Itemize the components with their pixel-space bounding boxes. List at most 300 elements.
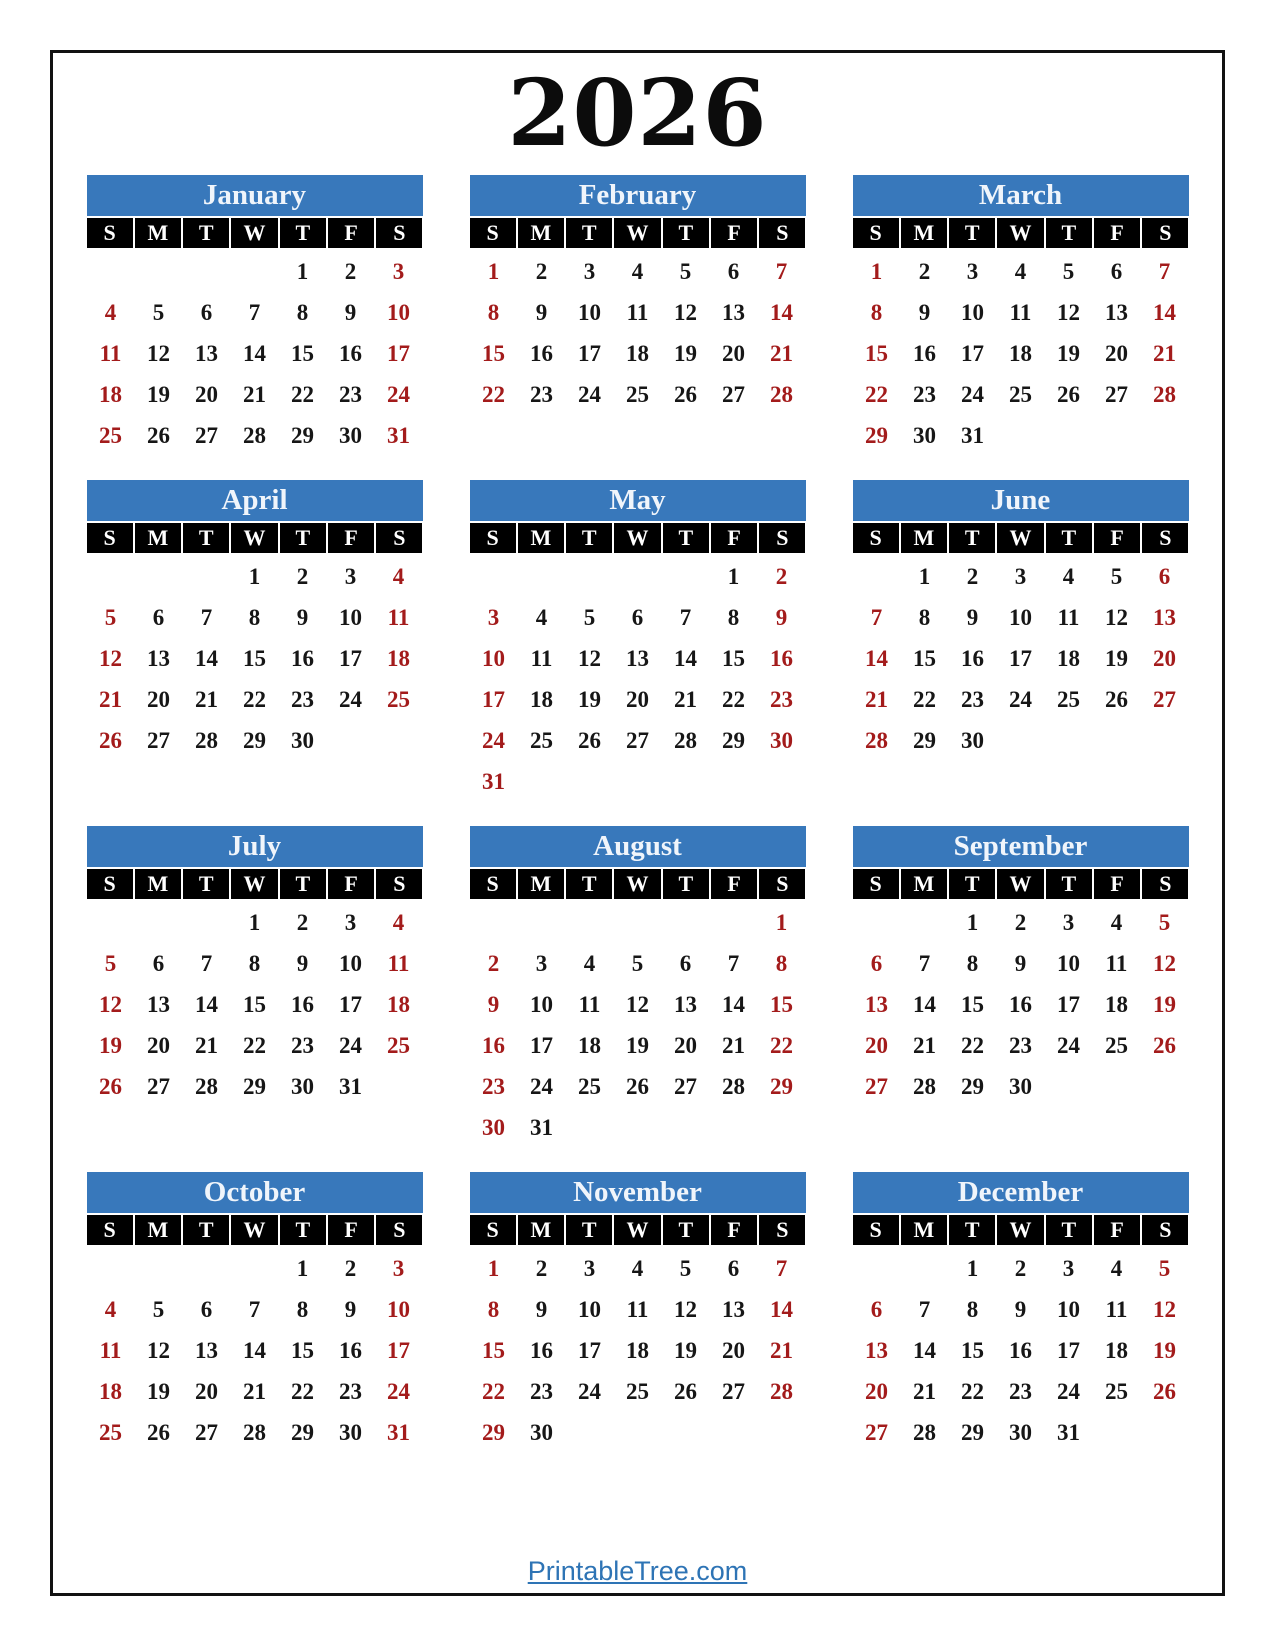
day-header-cell: T: [1046, 869, 1092, 899]
date-cell: 22: [913, 686, 936, 712]
week-row: [87, 374, 423, 415]
date-cell: 4: [583, 950, 596, 976]
week-row: [470, 902, 806, 943]
date-cell: 5: [104, 604, 117, 630]
date-cell: 13: [1105, 299, 1128, 325]
date-cell: 17: [482, 686, 505, 712]
day-header-cell: W: [231, 1215, 277, 1245]
empty-cell: [758, 1107, 806, 1148]
week-row: [87, 556, 423, 597]
date-cell: 17: [339, 645, 362, 671]
empty-cell: [1045, 720, 1093, 761]
date-cell: 10: [339, 604, 362, 630]
date-cell: 10: [387, 1296, 410, 1322]
day-header-cell: M: [135, 1215, 181, 1245]
date-cell: 21: [913, 1378, 936, 1404]
day-header-cell: W: [614, 523, 660, 553]
date-cell: 1: [870, 258, 883, 284]
date-cell: 2: [487, 950, 500, 976]
month-title: November: [470, 1172, 806, 1213]
empty-cell: [183, 1248, 231, 1289]
date-cell: 14: [770, 299, 793, 325]
month-title: September: [853, 826, 1189, 867]
date-cell: 12: [578, 645, 601, 671]
day-header-cell: T: [949, 869, 995, 899]
month-title: May: [470, 480, 806, 521]
date-cell: 13: [195, 340, 218, 366]
day-header-cell: F: [328, 1215, 374, 1245]
empty-cell: [997, 415, 1045, 456]
date-cell: 8: [775, 950, 788, 976]
weeks: [470, 902, 806, 1148]
date-cell: 22: [865, 381, 888, 407]
date-cell: 4: [392, 909, 405, 935]
date-cell: 7: [918, 950, 931, 976]
day-header-cell: T: [280, 869, 326, 899]
week-row: [853, 720, 1189, 761]
week-row: [470, 638, 806, 679]
day-header-cell: W: [997, 523, 1043, 553]
date-cell: 22: [722, 686, 745, 712]
date-cell: 2: [966, 563, 979, 589]
date-cell: 15: [770, 991, 793, 1017]
day-header-cell: T: [949, 523, 995, 553]
date-cell: 1: [248, 909, 261, 935]
day-header-cell: M: [518, 218, 564, 248]
date-cell: 16: [482, 1032, 505, 1058]
month-title: June: [853, 480, 1189, 521]
date-cell: 11: [99, 1337, 122, 1363]
day-header-cell: S: [759, 218, 805, 248]
day-header-cell: T: [183, 523, 229, 553]
weeks: [853, 1248, 1189, 1453]
date-cell: 19: [674, 340, 697, 366]
date-cell: 11: [1057, 604, 1080, 630]
date-cell: 4: [104, 299, 117, 325]
date-cell: 9: [775, 604, 788, 630]
month-august: [470, 826, 806, 1148]
weeks: [470, 556, 806, 802]
week-row: [853, 638, 1189, 679]
day-header-cell: T: [1046, 218, 1092, 248]
date-cell: 14: [770, 1296, 793, 1322]
date-cell: 14: [195, 991, 218, 1017]
date-cell: 5: [152, 299, 165, 325]
date-cell: 13: [865, 1337, 888, 1363]
week-row: [87, 597, 423, 638]
date-cell: 8: [966, 950, 979, 976]
date-cell: 12: [1105, 604, 1128, 630]
date-cell: 12: [674, 299, 697, 325]
date-cell: 31: [482, 768, 505, 794]
date-cell: 25: [99, 422, 122, 448]
date-cell: 5: [1158, 909, 1171, 935]
month-march: [853, 175, 1189, 456]
date-cell: 25: [578, 1073, 601, 1099]
date-cell: 23: [1009, 1032, 1032, 1058]
date-cell: 1: [248, 563, 261, 589]
date-cell: 4: [104, 1296, 117, 1322]
date-cell: 28: [243, 1419, 266, 1445]
date-cell: 10: [578, 299, 601, 325]
date-cell: 3: [392, 258, 405, 284]
day-header-cell: S: [87, 523, 133, 553]
date-cell: 20: [147, 686, 170, 712]
date-cell: 12: [674, 1296, 697, 1322]
date-cell: 7: [679, 604, 692, 630]
empty-cell: [135, 251, 183, 292]
week-row: [87, 1025, 423, 1066]
footer-link[interactable]: PrintableTree.com: [527, 1556, 748, 1586]
date-cell: 19: [626, 1032, 649, 1058]
month-november: [470, 1172, 806, 1453]
date-cell: 27: [1105, 381, 1128, 407]
day-header-cell: T: [663, 523, 709, 553]
day-header-cell: S: [1142, 1215, 1188, 1245]
date-cell: 14: [243, 340, 266, 366]
date-cell: 29: [482, 1419, 505, 1445]
empty-cell: [758, 761, 806, 802]
date-cell: 19: [578, 686, 601, 712]
date-cell: 23: [339, 381, 362, 407]
date-cell: 1: [487, 1255, 500, 1281]
empty-cell: [231, 1248, 279, 1289]
day-header-cell: T: [949, 218, 995, 248]
date-cell: 21: [99, 686, 122, 712]
date-cell: 7: [200, 604, 213, 630]
empty-cell: [614, 556, 662, 597]
date-cell: 15: [865, 340, 888, 366]
date-cell: 26: [674, 381, 697, 407]
day-header-row: [87, 218, 423, 248]
month-september: [853, 826, 1189, 1107]
week-row: [470, 1289, 806, 1330]
week-row: [470, 761, 806, 802]
date-cell: 6: [679, 950, 692, 976]
date-cell: 11: [1009, 299, 1032, 325]
date-cell: 26: [1105, 686, 1128, 712]
week-row: [470, 1107, 806, 1148]
day-header-cell: M: [901, 1215, 947, 1245]
week-row: [853, 984, 1189, 1025]
week-row: [87, 292, 423, 333]
date-cell: 27: [147, 727, 170, 753]
empty-cell: [183, 902, 231, 943]
day-header-cell: S: [759, 869, 805, 899]
day-header-cell: F: [328, 523, 374, 553]
date-cell: 18: [626, 340, 649, 366]
day-header-row: [470, 523, 806, 553]
date-cell: 22: [243, 1032, 266, 1058]
date-cell: 25: [387, 1032, 410, 1058]
date-cell: 10: [1057, 950, 1080, 976]
date-cell: 16: [770, 645, 793, 671]
week-row: [853, 1066, 1189, 1107]
date-cell: 26: [1153, 1378, 1176, 1404]
date-cell: 26: [1057, 381, 1080, 407]
date-cell: 3: [487, 604, 500, 630]
month-title: February: [470, 175, 806, 216]
date-cell: 12: [99, 991, 122, 1017]
date-cell: 15: [291, 340, 314, 366]
date-cell: 18: [578, 1032, 601, 1058]
day-header-cell: S: [470, 523, 516, 553]
date-cell: 13: [865, 991, 888, 1017]
empty-cell: [901, 902, 949, 943]
date-cell: 22: [961, 1032, 984, 1058]
week-row: [87, 251, 423, 292]
week-row: [853, 333, 1189, 374]
date-cell: 31: [339, 1073, 362, 1099]
day-header-cell: T: [183, 869, 229, 899]
month-june: [853, 480, 1189, 761]
day-header-cell: S: [376, 523, 422, 553]
date-cell: 15: [961, 991, 984, 1017]
date-cell: 16: [1009, 1337, 1032, 1363]
date-cell: 28: [195, 727, 218, 753]
month-february: [470, 175, 806, 415]
date-cell: 19: [99, 1032, 122, 1058]
date-cell: 7: [870, 604, 883, 630]
date-cell: 6: [152, 950, 165, 976]
date-cell: 24: [578, 381, 601, 407]
year-title: 2026: [507, 59, 768, 167]
date-cell: 27: [722, 1378, 745, 1404]
day-header-cell: S: [1142, 523, 1188, 553]
date-cell: 17: [387, 1337, 410, 1363]
date-cell: 1: [775, 909, 788, 935]
day-header-cell: F: [711, 1215, 757, 1245]
day-header-row: [853, 869, 1189, 899]
date-cell: 10: [530, 991, 553, 1017]
date-cell: 5: [104, 950, 117, 976]
date-cell: 23: [913, 381, 936, 407]
day-header-cell: S: [87, 218, 133, 248]
date-cell: 26: [99, 1073, 122, 1099]
date-cell: 7: [1158, 258, 1171, 284]
date-cell: 1: [918, 563, 931, 589]
week-row: [470, 1412, 806, 1453]
empty-cell: [375, 1066, 423, 1107]
date-cell: 18: [1009, 340, 1032, 366]
date-cell: 15: [243, 645, 266, 671]
week-row: [470, 720, 806, 761]
date-cell: 29: [913, 727, 936, 753]
empty-cell: [87, 251, 135, 292]
month-title: January: [87, 175, 423, 216]
empty-cell: [614, 902, 662, 943]
empty-cell: [518, 556, 566, 597]
empty-cell: [470, 556, 518, 597]
empty-cell: [853, 556, 901, 597]
month-title: October: [87, 1172, 423, 1213]
date-cell: 16: [961, 645, 984, 671]
date-cell: 21: [243, 381, 266, 407]
day-header-row: [853, 1215, 1189, 1245]
week-row: [87, 1412, 423, 1453]
date-cell: 3: [392, 1255, 405, 1281]
day-header-cell: S: [376, 1215, 422, 1245]
date-cell: 20: [722, 1337, 745, 1363]
date-cell: 3: [1014, 563, 1027, 589]
week-row: [87, 679, 423, 720]
empty-cell: [1141, 720, 1189, 761]
date-cell: 31: [1057, 1419, 1080, 1445]
date-cell: 30: [291, 727, 314, 753]
week-row: [470, 1371, 806, 1412]
date-cell: 6: [727, 258, 740, 284]
date-cell: 2: [1014, 909, 1027, 935]
date-cell: 10: [387, 299, 410, 325]
week-row: [470, 1025, 806, 1066]
empty-cell: [1045, 415, 1093, 456]
date-cell: 5: [152, 1296, 165, 1322]
week-row: [87, 415, 423, 456]
date-cell: 20: [865, 1378, 888, 1404]
date-cell: 15: [482, 1337, 505, 1363]
empty-cell: [1141, 1412, 1189, 1453]
date-cell: 3: [583, 258, 596, 284]
date-cell: 2: [535, 258, 548, 284]
date-cell: 29: [243, 1073, 266, 1099]
empty-cell: [518, 902, 566, 943]
date-cell: 9: [918, 299, 931, 325]
date-cell: 31: [961, 422, 984, 448]
date-cell: 4: [1062, 563, 1075, 589]
date-cell: 15: [722, 645, 745, 671]
day-header-cell: W: [614, 869, 660, 899]
empty-cell: [710, 761, 758, 802]
week-row: [853, 415, 1189, 456]
empty-cell: [614, 761, 662, 802]
week-row: [87, 1289, 423, 1330]
week-row: [470, 679, 806, 720]
empty-cell: [87, 556, 135, 597]
date-cell: 12: [1057, 299, 1080, 325]
day-header-cell: S: [87, 1215, 133, 1245]
date-cell: 11: [578, 991, 601, 1017]
date-cell: 25: [1057, 686, 1080, 712]
date-cell: 16: [1009, 991, 1032, 1017]
week-row: [853, 1025, 1189, 1066]
day-header-cell: S: [759, 1215, 805, 1245]
date-cell: 17: [1057, 1337, 1080, 1363]
empty-cell: [135, 556, 183, 597]
date-cell: 22: [243, 686, 266, 712]
date-cell: 7: [775, 1255, 788, 1281]
date-cell: 20: [195, 381, 218, 407]
date-cell: 2: [344, 258, 357, 284]
date-cell: 23: [770, 686, 793, 712]
month-title: April: [87, 480, 423, 521]
date-cell: 28: [674, 727, 697, 753]
day-header-row: [87, 1215, 423, 1245]
week-row: [853, 1330, 1189, 1371]
date-cell: 19: [147, 1378, 170, 1404]
month-may: [470, 480, 806, 802]
date-cell: 11: [530, 645, 553, 671]
empty-cell: [87, 1248, 135, 1289]
month-july: [87, 826, 423, 1107]
date-cell: 16: [913, 340, 936, 366]
day-header-cell: T: [1046, 523, 1092, 553]
date-cell: 10: [961, 299, 984, 325]
date-cell: 17: [578, 340, 601, 366]
week-row: [853, 943, 1189, 984]
date-cell: 27: [626, 727, 649, 753]
weeks: [87, 251, 423, 456]
date-cell: 31: [530, 1114, 553, 1140]
date-cell: 9: [535, 299, 548, 325]
date-cell: 26: [147, 1419, 170, 1445]
date-cell: 21: [674, 686, 697, 712]
empty-cell: [1093, 1066, 1141, 1107]
date-cell: 12: [147, 340, 170, 366]
empty-cell: [375, 720, 423, 761]
date-cell: 21: [770, 1337, 793, 1363]
date-cell: 27: [865, 1419, 888, 1445]
day-header-cell: S: [470, 218, 516, 248]
day-header-cell: S: [470, 1215, 516, 1245]
day-header-cell: M: [901, 523, 947, 553]
week-row: [87, 638, 423, 679]
date-cell: 24: [339, 1032, 362, 1058]
empty-cell: [901, 1248, 949, 1289]
date-cell: 25: [99, 1419, 122, 1445]
month-title: March: [853, 175, 1189, 216]
date-cell: 5: [1062, 258, 1075, 284]
date-cell: 22: [961, 1378, 984, 1404]
date-cell: 17: [387, 340, 410, 366]
date-cell: 11: [387, 950, 410, 976]
date-cell: 30: [961, 727, 984, 753]
empty-cell: [662, 1107, 710, 1148]
date-cell: 3: [1062, 1255, 1075, 1281]
month-title: December: [853, 1172, 1189, 1213]
week-row: [853, 679, 1189, 720]
day-header-cell: F: [1094, 523, 1140, 553]
date-cell: 20: [626, 686, 649, 712]
date-cell: 17: [578, 1337, 601, 1363]
week-row: [853, 1412, 1189, 1453]
date-cell: 4: [1110, 1255, 1123, 1281]
date-cell: 26: [578, 727, 601, 753]
date-cell: 16: [530, 1337, 553, 1363]
day-header-cell: T: [1046, 1215, 1092, 1245]
date-cell: 6: [870, 950, 883, 976]
date-cell: 24: [961, 381, 984, 407]
day-header-cell: T: [183, 1215, 229, 1245]
day-header-cell: W: [997, 218, 1043, 248]
date-cell: 25: [1105, 1378, 1128, 1404]
date-cell: 21: [722, 1032, 745, 1058]
week-row: [853, 374, 1189, 415]
weeks: [87, 902, 423, 1107]
date-cell: 1: [296, 258, 309, 284]
date-cell: 9: [1014, 1296, 1027, 1322]
page-frame: [50, 50, 1225, 1596]
empty-cell: [662, 761, 710, 802]
week-row: [470, 292, 806, 333]
week-row: [470, 984, 806, 1025]
date-cell: 2: [344, 1255, 357, 1281]
date-cell: 24: [1057, 1032, 1080, 1058]
week-row: [470, 1330, 806, 1371]
empty-cell: [614, 1107, 662, 1148]
day-header-cell: F: [711, 218, 757, 248]
day-header-cell: T: [280, 218, 326, 248]
week-row: [470, 556, 806, 597]
